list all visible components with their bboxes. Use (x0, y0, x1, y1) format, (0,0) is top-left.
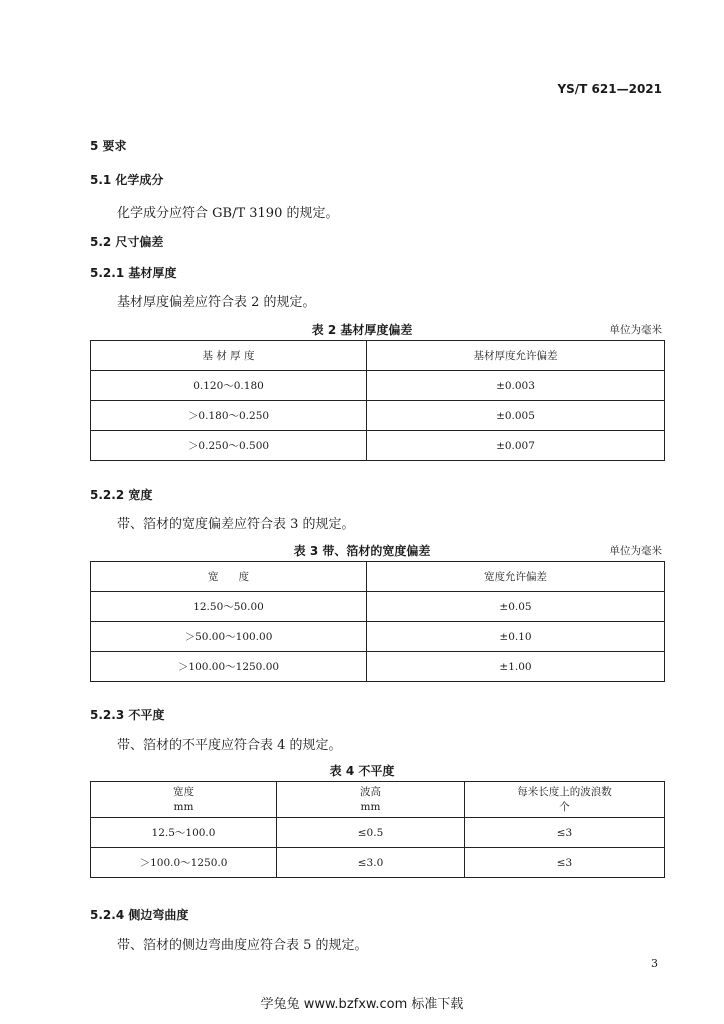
table-3-unit: 单位为毫米 (609, 545, 662, 557)
header-unit: 个 (559, 800, 570, 813)
header-label: 每米长度上的波浪数 (517, 785, 612, 798)
table-cell: ＞100.00～1250.00 (91, 652, 367, 682)
table-3 (90, 561, 665, 682)
table-cell: ±0.005 (367, 401, 665, 431)
table-cell: ±0.05 (367, 592, 665, 622)
header-cell (277, 782, 465, 818)
header-unit: mm (173, 800, 194, 813)
table-cell: ≤0.5 (277, 818, 465, 848)
table-cell: ＞100.0～1250.0 (91, 848, 277, 878)
header-cell: 基 材 厚 度 (91, 341, 367, 371)
header-cell (465, 782, 665, 818)
section-5-2-1-title: 5.2.1 基材厚度 (90, 266, 177, 280)
section-5-2-3-title: 5.2.3 不平度 (90, 708, 165, 722)
table-4-caption: 表 4 不平度 (329, 764, 395, 778)
section-5-title: 5 要求 (90, 139, 127, 153)
section-5-1-title: 5.1 化学成分 (90, 173, 164, 187)
header-label: 宽度 (173, 785, 194, 798)
table-cell: ≤3 (465, 848, 665, 878)
table-2-caption: 表 2 基材厚度偏差 (311, 323, 413, 337)
table-cell: 12.50～50.00 (91, 592, 367, 622)
section-5-2-2-text: 带、箔材的宽度偏差应符合表 3 的规定。 (117, 517, 355, 532)
section-5-2-4-text: 带、箔材的侧边弯曲度应符合表 5 的规定。 (117, 938, 368, 953)
table-cell: ＞0.180～0.250 (91, 401, 367, 431)
header-cell: 基材厚度允许偏差 (367, 341, 665, 371)
table-row (91, 401, 665, 431)
table-cell: 12.5～100.0 (91, 818, 277, 848)
table-cell: ≤3.0 (277, 848, 465, 878)
section-5-2-1-text: 基材厚度偏差应符合表 2 的规定。 (117, 295, 316, 310)
table-2-unit: 单位为毫米 (609, 324, 662, 336)
table-cell: ±1.00 (367, 652, 665, 682)
section-5-2-4-title: 5.2.4 侧边弯曲度 (90, 908, 189, 922)
table-cell: 0.120～0.180 (91, 371, 367, 401)
table-cell: ＞50.00～100.00 (91, 622, 367, 652)
table-header-row (91, 782, 665, 818)
table-header-row (91, 562, 665, 592)
table-row (91, 848, 665, 878)
table-cell: ＞0.250～0.500 (91, 431, 367, 461)
footer-watermark: 学兔兔 www.bzfxw.com 标准下载 (260, 997, 464, 1012)
table-2 (90, 340, 665, 461)
section-5-2-3-text: 带、箔材的不平度应符合表 4 的规定。 (117, 738, 342, 753)
table-row (91, 622, 665, 652)
header-cell (91, 782, 277, 818)
table-header-row (91, 341, 665, 371)
standard-number: YS/T 621—2021 (557, 82, 662, 96)
table-cell: ±0.003 (367, 371, 665, 401)
table-row (91, 371, 665, 401)
section-5-1-text: 化学成分应符合 GB/T 3190 的规定。 (117, 206, 339, 221)
header-label: 波高 (360, 785, 381, 798)
table-cell: ±0.007 (367, 431, 665, 461)
table-row (91, 818, 665, 848)
header-cell: 宽 度 (91, 562, 367, 592)
table-cell: ±0.10 (367, 622, 665, 652)
header-unit: mm (360, 800, 381, 813)
page-number: 3 (651, 957, 658, 970)
table-3-caption: 表 3 带、箔材的宽度偏差 (293, 544, 431, 558)
table-row (91, 652, 665, 682)
table-row (91, 431, 665, 461)
table-4 (90, 781, 665, 878)
table-cell: ≤3 (465, 818, 665, 848)
header-cell: 宽度允许偏差 (367, 562, 665, 592)
table-row (91, 592, 665, 622)
section-5-2-title: 5.2 尺寸偏差 (90, 235, 164, 249)
section-5-2-2-title: 5.2.2 宽度 (90, 488, 153, 502)
